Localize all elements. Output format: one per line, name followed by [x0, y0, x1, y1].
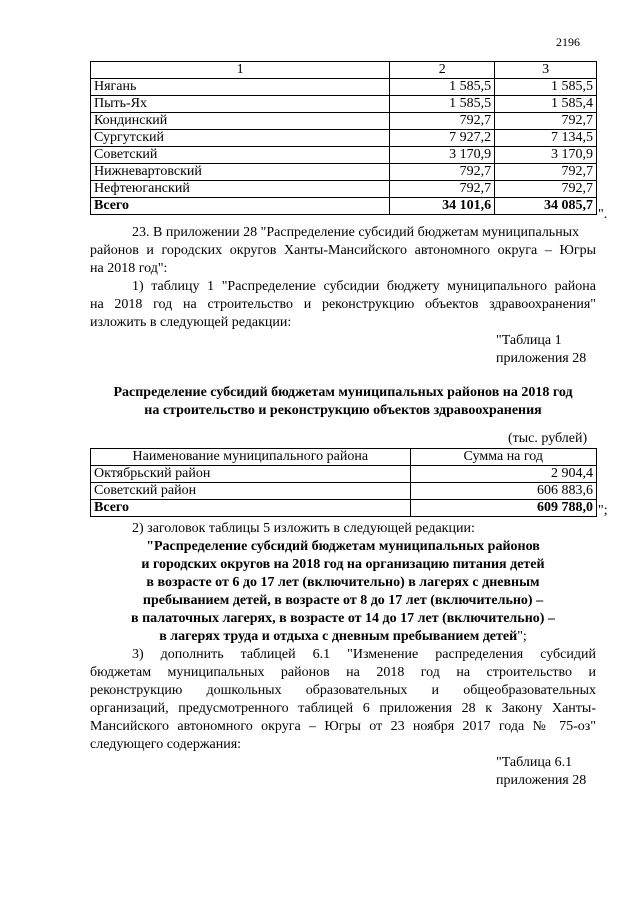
value-cell: 1 585,5 [495, 79, 597, 96]
district-name: Октябрьский район [91, 466, 411, 483]
value-cell: 3 170,9 [390, 147, 495, 164]
value-cell: 1 585,5 [390, 79, 495, 96]
table-header-row [91, 449, 597, 466]
total-value: 34 085,7 [495, 198, 597, 215]
total-label: Всего [91, 198, 390, 215]
district-name: Советский район [91, 483, 411, 500]
table-row [91, 79, 597, 96]
total-value: 609 788,0 [410, 500, 596, 517]
item-3-line-6: следующего содержания: [90, 737, 242, 752]
item-23-line-3: на 2018 год": [90, 261, 168, 276]
table-row [91, 113, 597, 130]
table-5-title-line-4: пребыванием детей, в возрасте от 8 до 17 лет (включительно) – [142, 593, 544, 608]
table-reference-line-1: "Таблица 1 [496, 333, 562, 348]
value-cell: 2 904,4 [410, 466, 596, 483]
table-row [91, 483, 597, 500]
table-reference-line-2: приложения 28 [496, 773, 587, 788]
table-5-title-line-3: в возрасте от 6 до 17 лет (включительно) в лагерях с дневным [146, 575, 540, 590]
item-23-sub1-line-2: на 2018 год на строительство и реконструкцию объектов здравоохранения" [90, 297, 596, 312]
item-23-sub1-line-3: изложить в следующей редакции: [90, 315, 292, 330]
item-23-sub1-line-1: 1) таблицу 1 "Распределение субсидии бюджету муниципального района [132, 279, 596, 294]
total-value: 34 101,6 [390, 198, 495, 215]
table-5-title-line-2: и городских округов на 2018 год на организацию питания детей [141, 557, 545, 572]
value-cell: 1 585,5 [390, 96, 495, 113]
item-3-line-4: организаций, предусмотренного таблицей 6 приложения 28 к Закону Ханты- [90, 701, 596, 716]
column-header: 2 [390, 62, 495, 79]
value-cell: 792,7 [390, 113, 495, 130]
table-5-title-line-6 [90, 628, 596, 645]
district-name: Советский [91, 147, 390, 164]
table-row [91, 181, 597, 198]
value-cell: 1 585,4 [495, 96, 597, 113]
value-cell: 7 927,2 [390, 130, 495, 147]
table-5-title-line-6-text: в лагерях труда и отдыха с дневным пребыванием детей [159, 629, 518, 644]
table-5-title-line-1: "Распределение субсидий бюджетам муниципальных районов [146, 539, 540, 554]
value-cell: 3 170,9 [495, 147, 597, 164]
item-2-line: 2) заголовок таблицы 5 изложить в следующей редакции: [132, 521, 475, 536]
value-cell: 792,7 [495, 164, 597, 181]
table-reference-line-1: "Таблица 6.1 [496, 755, 573, 770]
column-header: Наименование муниципального района [91, 449, 411, 466]
item-3-line-3: реконструкцию дошкольных образовательных и общеобразовательных [90, 683, 596, 698]
table-header-row [91, 62, 597, 79]
value-cell: 792,7 [390, 181, 495, 198]
column-header: 1 [91, 62, 390, 79]
value-cell: 7 134,5 [495, 130, 597, 147]
district-name: Нижневартовский [91, 164, 390, 181]
district-name: Пыть-Ях [91, 96, 390, 113]
total-label: Всего [91, 500, 411, 517]
table-1 [90, 61, 597, 215]
table-row [91, 466, 597, 483]
column-header: 3 [495, 62, 597, 79]
district-name: Сургутский [91, 130, 390, 147]
item-3-line-1: 3) дополнить таблицей 6.1 "Изменение распределения субсидий [132, 647, 596, 662]
item-3-line-5: Мансийского автономного округа – Югры от 23 ноября 2017 года № 75-оз" [90, 719, 596, 734]
value-cell: 792,7 [390, 164, 495, 181]
table-1-closing-quote: ". [598, 207, 608, 222]
table-2-title-line-1: Распределение субсидий бюджетам муниципальных районов на 2018 год [113, 385, 573, 400]
district-name: Нефтеюганский [91, 181, 390, 198]
item-3-line-2: бюджетам муниципальных районов на 2018 год на строительство и [90, 665, 596, 680]
table-row [91, 96, 597, 113]
page-number: 2196 [556, 35, 580, 49]
table-row [91, 130, 597, 147]
table-5-title-tail: "; [517, 629, 527, 644]
table-row [91, 164, 597, 181]
table-2-closing-quote: "; [598, 503, 608, 518]
table-total-row [91, 198, 597, 215]
district-name: Нягань [91, 79, 390, 96]
item-23-line-2: районов и городских округов Ханты-Мансийского автономного округа – Югры [90, 243, 596, 258]
table-2 [90, 448, 597, 517]
table-reference-line-2: приложения 28 [496, 351, 587, 366]
table-total-row [91, 500, 597, 517]
table-2-title-line-2: на строительство и реконструкцию объектов здравоохранения [144, 403, 542, 418]
column-header: Сумма на год [410, 449, 596, 466]
district-name: Кондинский [91, 113, 390, 130]
table-row [91, 147, 597, 164]
unit-label: (тыс. рублей) [508, 431, 588, 446]
item-23-line-1: 23. В приложении 28 "Распределение субсидий бюджетам муниципальных [132, 225, 580, 240]
value-cell: 606 883,6 [410, 483, 596, 500]
value-cell: 792,7 [495, 113, 597, 130]
table-5-title-line-5: в палаточных лагерях, в возрасте от 14 до 17 лет (включительно) – [131, 611, 555, 626]
value-cell: 792,7 [495, 181, 597, 198]
